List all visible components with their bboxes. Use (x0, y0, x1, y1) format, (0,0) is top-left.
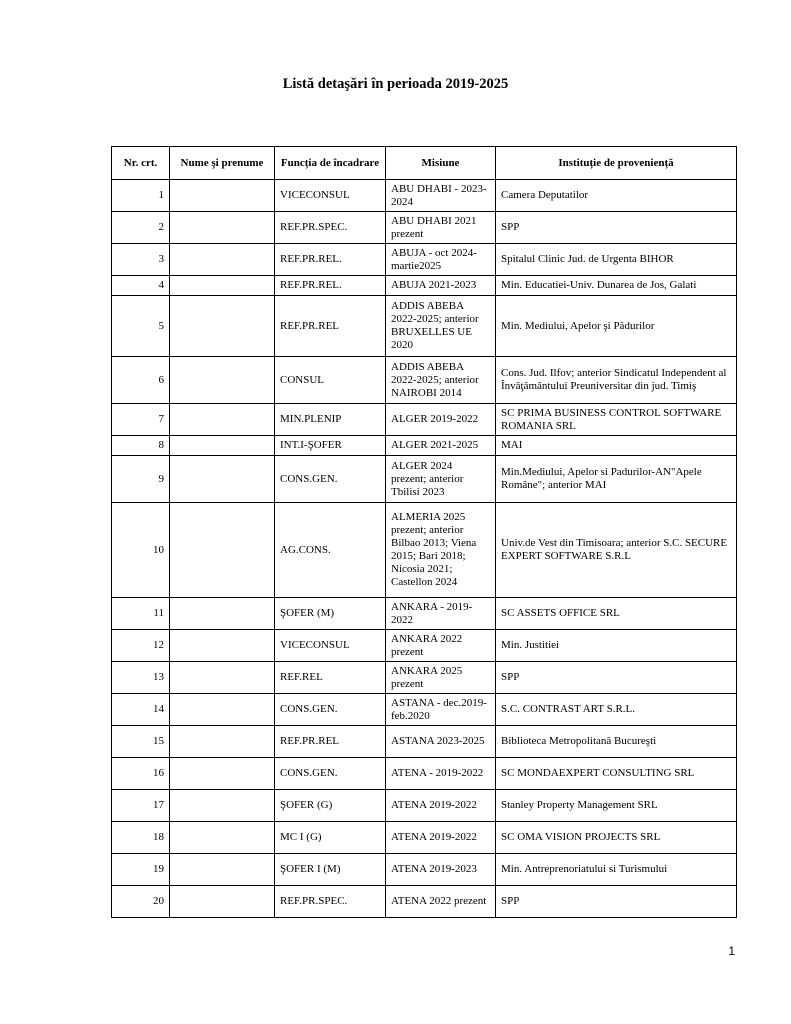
cell-nr-crt: 3 (112, 244, 170, 276)
cell-nr-crt: 17 (112, 790, 170, 822)
cell-nume-prenume (170, 503, 275, 598)
cell-functia: ŞOFER (M) (275, 598, 386, 630)
table-header-row (112, 147, 737, 180)
cell-institutie: Min. Mediului, Apelor şi Pădurilor (496, 296, 737, 357)
cell-misiune: ATENA 2019-2022 (386, 790, 496, 822)
cell-nr-crt: 9 (112, 456, 170, 503)
cell-functia: VICECONSUL (275, 180, 386, 212)
table-row (112, 726, 737, 758)
cell-misiune: ALGER 2021-2025 (386, 436, 496, 456)
cell-functia: REF.REL (275, 662, 386, 694)
cell-functia: REF.PR.REL. (275, 244, 386, 276)
detasari-table (111, 146, 737, 918)
cell-functia: ŞOFER I (M) (275, 854, 386, 886)
header-functia: Funcția de încadrare (275, 147, 386, 180)
cell-functia: MIN.PLENIP (275, 404, 386, 436)
cell-nume-prenume (170, 726, 275, 758)
cell-nr-crt: 15 (112, 726, 170, 758)
cell-nume-prenume (170, 694, 275, 726)
table-row (112, 854, 737, 886)
table-row (112, 630, 737, 662)
cell-nr-crt: 14 (112, 694, 170, 726)
header-institutie: Instituție de proveniență (496, 147, 737, 180)
cell-nume-prenume (170, 244, 275, 276)
cell-functia: REF.PR.REL. (275, 276, 386, 296)
cell-nr-crt: 7 (112, 404, 170, 436)
cell-functia: REF.PR.SPEC. (275, 886, 386, 918)
cell-misiune: ANKARA - 2019-2022 (386, 598, 496, 630)
cell-institutie: Min. Antreprenoriatului si Turismului (496, 854, 737, 886)
cell-institutie: Univ.de Vest din Timisoara; anterior S.C. SECURE EXPERT SOFTWARE S.R.L (496, 503, 737, 598)
table-body (112, 180, 737, 918)
table-row (112, 758, 737, 790)
cell-misiune: ASTANA - dec.2019-feb.2020 (386, 694, 496, 726)
cell-nume-prenume (170, 822, 275, 854)
cell-misiune: ADDIS ABEBA 2022-2025; anterior NAIROBI 2014 (386, 357, 496, 404)
cell-nr-crt: 8 (112, 436, 170, 456)
table-row (112, 180, 737, 212)
cell-nr-crt: 12 (112, 630, 170, 662)
cell-functia: MC I (G) (275, 822, 386, 854)
table-row (112, 886, 737, 918)
cell-institutie: SC OMA VISION PROJECTS SRL (496, 822, 737, 854)
cell-nume-prenume (170, 180, 275, 212)
table-row (112, 296, 737, 357)
cell-nume-prenume (170, 296, 275, 357)
cell-functia: AG.CONS. (275, 503, 386, 598)
cell-functia: INT.I-ŞOFER (275, 436, 386, 456)
cell-nume-prenume (170, 662, 275, 694)
cell-nume-prenume (170, 790, 275, 822)
cell-nr-crt: 5 (112, 296, 170, 357)
cell-nume-prenume (170, 276, 275, 296)
cell-institutie: Biblioteca Metropolitană Bucureşti (496, 726, 737, 758)
cell-functia: ŞOFER (G) (275, 790, 386, 822)
cell-nr-crt: 18 (112, 822, 170, 854)
cell-nume-prenume (170, 456, 275, 503)
cell-misiune: ABUJA 2021-2023 (386, 276, 496, 296)
cell-misiune: ATENA 2019-2023 (386, 854, 496, 886)
table-row (112, 212, 737, 244)
cell-misiune: ATENA - 2019-2022 (386, 758, 496, 790)
header-nr-crt: Nr. crt. (112, 147, 170, 180)
cell-nr-crt: 6 (112, 357, 170, 404)
table-row (112, 822, 737, 854)
cell-nume-prenume (170, 886, 275, 918)
cell-misiune: ABUJA - oct 2024-martie2025 (386, 244, 496, 276)
cell-institutie: MAI (496, 436, 737, 456)
document-title: Listă detaşări în perioada 2019-2025 (282, 76, 509, 92)
table-row (112, 790, 737, 822)
cell-institutie: SC MONDAEXPERT CONSULTING SRL (496, 758, 737, 790)
cell-nume-prenume (170, 630, 275, 662)
cell-nume-prenume (170, 404, 275, 436)
cell-institutie: S.C. CONTRAST ART S.R.L. (496, 694, 737, 726)
cell-misiune: ABU DHABI 2021 prezent (386, 212, 496, 244)
cell-functia: VICECONSUL (275, 630, 386, 662)
cell-functia: CONSUL (275, 357, 386, 404)
cell-nr-crt: 16 (112, 758, 170, 790)
cell-institutie: Spitalul Clinic Jud. de Urgenta BIHOR (496, 244, 737, 276)
cell-institutie: Min. Justitiei (496, 630, 737, 662)
cell-nr-crt: 4 (112, 276, 170, 296)
cell-institutie: SPP (496, 886, 737, 918)
cell-misiune: ABU DHABI - 2023-2024 (386, 180, 496, 212)
table-row (112, 404, 737, 436)
cell-institutie: Cons. Jud. Ilfov; anterior Sindicatul Independent al Învăţământului Preuniversitar din jud. Timiş (496, 357, 737, 404)
cell-misiune: ALGER 2019-2022 (386, 404, 496, 436)
cell-functia: CONS.GEN. (275, 694, 386, 726)
cell-nr-crt: 13 (112, 662, 170, 694)
table-row (112, 456, 737, 503)
cell-nr-crt: 10 (112, 503, 170, 598)
cell-misiune: ATENA 2022 prezent (386, 886, 496, 918)
cell-nume-prenume (170, 598, 275, 630)
cell-nr-crt: 11 (112, 598, 170, 630)
header-misiune: Misiune (386, 147, 496, 180)
table-row (112, 503, 737, 598)
table-row (112, 436, 737, 456)
cell-misiune: ASTANA 2023-2025 (386, 726, 496, 758)
cell-institutie: Stanley Property Management SRL (496, 790, 737, 822)
cell-functia: CONS.GEN. (275, 758, 386, 790)
table-row (112, 598, 737, 630)
cell-nume-prenume (170, 212, 275, 244)
cell-misiune: ALMERIA 2025 prezent; anterior Bilbao 2013; Viena 2015; Bari 2018; Nicosia 2021; Castellon 2024 (386, 503, 496, 598)
cell-misiune: ALGER 2024 prezent; anterior Tbilisi 2023 (386, 456, 496, 503)
cell-nr-crt: 20 (112, 886, 170, 918)
cell-nume-prenume (170, 436, 275, 456)
table-row (112, 662, 737, 694)
table-row (112, 357, 737, 404)
cell-functia: REF.PR.SPEC. (275, 212, 386, 244)
cell-nume-prenume (170, 758, 275, 790)
header-nume-prenume: Nume şi prenume (170, 147, 275, 180)
cell-institutie: SPP (496, 662, 737, 694)
cell-functia: REF.PR.REL (275, 296, 386, 357)
cell-institutie: SPP (496, 212, 737, 244)
cell-misiune: ANKARA 2022 prezent (386, 630, 496, 662)
table-row (112, 694, 737, 726)
cell-nr-crt: 2 (112, 212, 170, 244)
cell-institutie: Min. Educatiei-Univ. Dunarea de Jos, Galati (496, 276, 737, 296)
cell-institutie: Min.Mediului, Apelor si Padurilor-AN"Apele Române"; anterior MAI (496, 456, 737, 503)
cell-nr-crt: 19 (112, 854, 170, 886)
table-row (112, 244, 737, 276)
cell-misiune: ANKARA 2025 prezent (386, 662, 496, 694)
cell-misiune: ADDIS ABEBA 2022-2025; anterior BRUXELLES UE 2020 (386, 296, 496, 357)
cell-institutie: SC ASSETS OFFICE SRL (496, 598, 737, 630)
cell-institutie: Camera Deputatilor (496, 180, 737, 212)
cell-institutie: SC PRIMA BUSINESS CONTROL SOFTWARE ROMANIA SRL (496, 404, 737, 436)
cell-functia: REF.PR.REL (275, 726, 386, 758)
cell-nr-crt: 1 (112, 180, 170, 212)
page-number: 1 (728, 944, 735, 958)
cell-nume-prenume (170, 357, 275, 404)
cell-functia: CONS.GEN. (275, 456, 386, 503)
cell-misiune: ATENA 2019-2022 (386, 822, 496, 854)
cell-nume-prenume (170, 854, 275, 886)
table-row (112, 276, 737, 296)
